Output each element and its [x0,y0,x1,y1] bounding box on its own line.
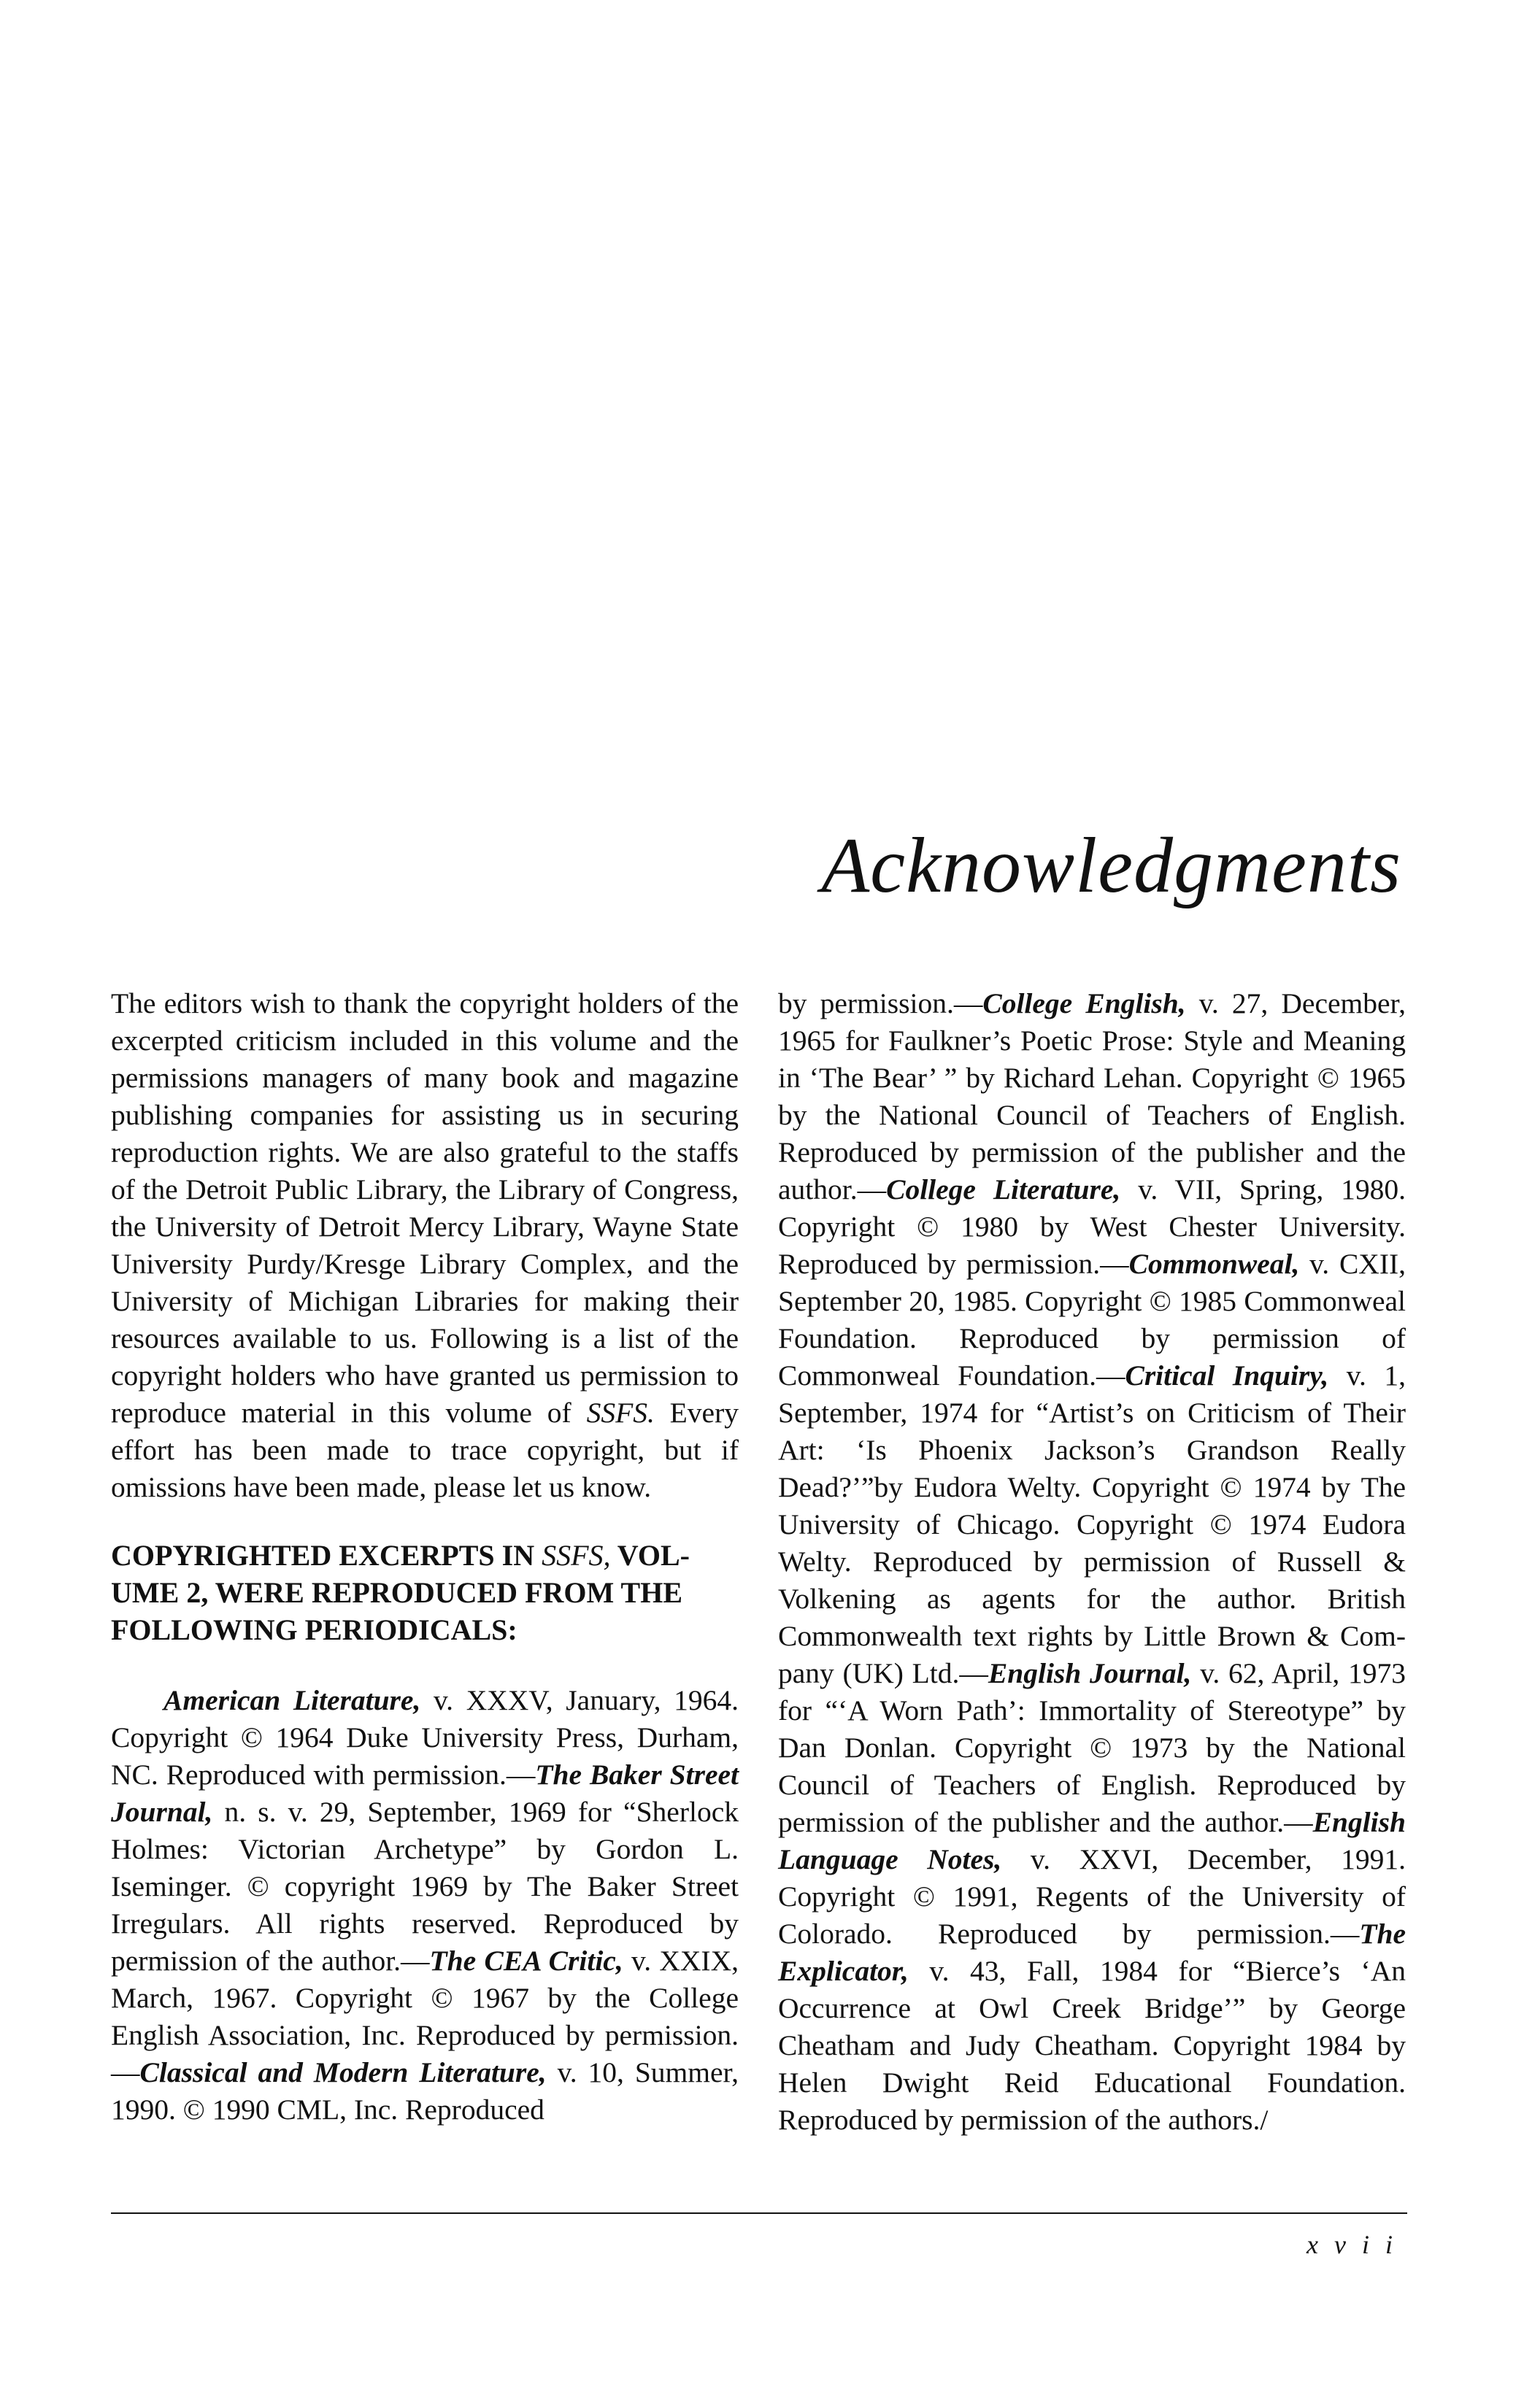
periodical-title: English Language Notes, [778,1806,1406,1875]
intro-paragraph [111,985,739,1506]
periodical-title: College English, [982,987,1186,1019]
intro-text-end: Every effort has been made to trace copyright, but if omissions have been made, please let us know. [111,1397,739,1503]
periodical-title: English Journal, [988,1657,1192,1689]
periodical-citation: v. VII, Spring, 1980. Copyright © 1980 by West Chester University. Reproduced by permission.— [778,1173,1406,1280]
periodical-title: The Baker Street Journal, [111,1759,739,1828]
intro-text: The editors wish to thank the copyright holders of the excerpted criticism included in this volume and the permissions managers of many book and magazine publishing companies for assisting us in securing reproduction rights. We are also grateful to the staffs of the Detroit Public Library, the Library of Congress, the University of Detroit Mercy Library, Wayne State University Purdy/Kresge Library Complex, and the University of Michigan Libraries for making their resources available to us. Following is a list of the copyright holders who have granted us permission to reproduce material in this volume of [111,987,739,1429]
periodical-citation: v. 10, Summer, 1990. © 1990 CML, Inc. Reproduced [111,2056,739,2126]
subheading-text-end: VOLUME 2, WERE REPRODUCED FROM THE FOLLOWING PERIODICALS: [111,1539,690,1646]
periodical-title: Critical Inquiry, [1125,1359,1329,1392]
left-column [111,985,739,2129]
periodical-title: The Explicator, [778,1918,1406,1987]
periodical-title: College Literature, [886,1173,1121,1205]
periodical-title: American Literature, [163,1684,421,1716]
subheading-text: COPYRIGHTED EXCERPTS IN [111,1539,542,1572]
periodical-title: Classical and Modern Literature, [139,2056,547,2088]
periodical-citation: v. 1, September, 1974 for “Artist’s on Criticism of Their Art: ‘Is Phoenix Jackson’s Grandson Really Dead?’”by Eudora Welty. Copyright © 1974 by The University of Chicago. Copyright © 1974 Eudora Welty. Reproduced by permission of Russell & Volkening as agents for the author. British Commonwealth text rights by Little Brown & Company (UK) Ltd.— [778,1359,1406,1689]
periodical-citation: v. 27, December, 1965 for Faulkner’s Poetic Prose: Style and Meaning in ‘The Bear’ ” by Richard Lehan. Copyright © 1965 by the National Council of Teachers of English. Reproduced by permission of the publisher and the author.— [778,987,1406,1205]
page-title: Acknowledgments [821,822,1401,909]
periodical-citation: v. XXVI, December, 1991. Copyright © 1991, Regents of the University of Colorado. Reproduced by permission.— [778,1843,1406,1950]
periodicals-list-right [778,985,1406,2139]
page-number: xvii [1306,2230,1409,2259]
periodical-citation: n. s. v. 29, September, 1969 for “Sherlock Holmes: Victorian Archetype” by Gordon L. Iseminger. © copyright 1969 by The Baker Street Irregulars. All rights reserved. Reproduced by permission of the author.— [111,1796,739,1977]
subheading-abbreviation: SSFS, [542,1539,611,1572]
periodicals-subheading [111,1537,739,1648]
right-column [778,985,1406,2139]
periodical-citation: v. 43, Fall, 1984 for “Bierce’s ‘An Occurrence at Owl Creek Bridge’” by George Cheatham and Judy Cheatham. Copyright 1984 by Helen Dwight Reid Educational Foundation. Reproduced by permission of the authors./ [778,1955,1406,2136]
periodicals-list-left [111,1682,739,2129]
periodical-citation: by permission.— [778,987,983,1019]
periodical-citation: v. XXIX, March, 1967. Copyright © 1967 by the College English Association, Inc. Reproduced by permission.— [111,1945,739,2088]
volume-abbreviation: SSFS. [586,1397,655,1429]
periodical-title: The CEA Critic, [429,1945,623,1977]
periodical-citation: v. 62, April, 1973 for “‘A Worn Path’: Immortality of Stereotype” by Dan Donlan. Copyright © 1973 by the National Council of Teachers of English. Reproduced by permission of the publisher and the author.— [778,1657,1406,1838]
periodical-citation: v. CXII, September 20, 1985. Copyright © 1985 Commonweal Foundation. Reproduced by permission of Commonweal Foundation.— [778,1248,1406,1392]
footer-divider [111,2212,1407,2214]
periodical-citation: v. XXXV, January, 1964. Copyright © 1964 Duke University Press, Durham, NC. Reproduced with permission.— [111,1684,739,1791]
periodical-title: Commonweal, [1128,1248,1300,1280]
